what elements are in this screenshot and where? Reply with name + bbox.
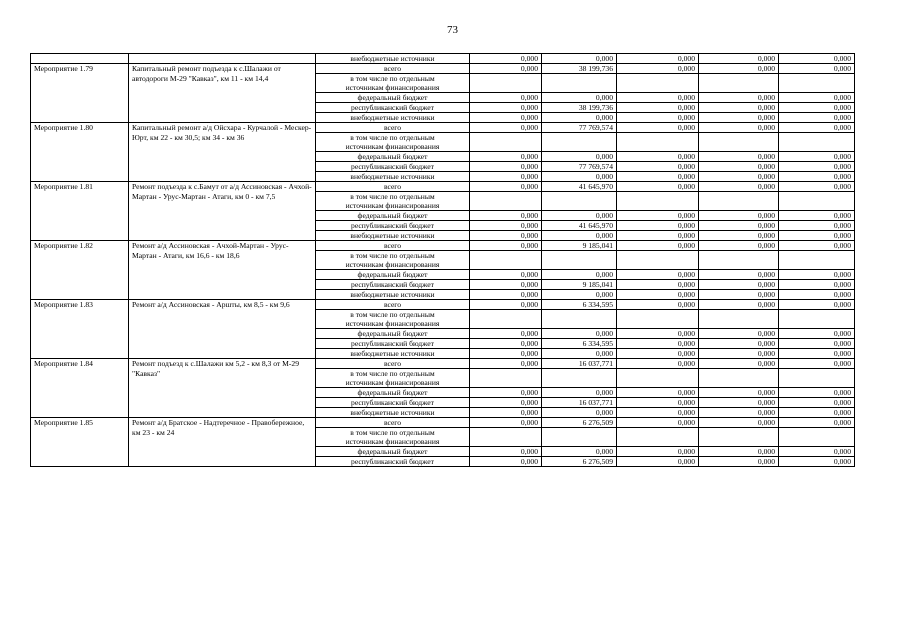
- value-cell: 0,000: [617, 408, 699, 418]
- value-cell: [542, 133, 617, 152]
- value-cell: [779, 74, 855, 93]
- value-cell: 0,000: [470, 290, 542, 300]
- value-cell: [779, 133, 855, 152]
- value-cell: 0,000: [699, 388, 779, 398]
- value-cell: 0,000: [699, 408, 779, 418]
- value-cell: [779, 310, 855, 329]
- source-label-line: источникам финансирования: [345, 83, 440, 92]
- value-cell: [779, 192, 855, 211]
- value-cell: 0,000: [699, 329, 779, 339]
- value-cell: 0,000: [542, 152, 617, 162]
- value-cell: 0,000: [470, 182, 542, 192]
- value-cell: 0,000: [470, 349, 542, 359]
- value-cell: 0,000: [542, 270, 617, 280]
- value-cell: 0,000: [779, 241, 855, 251]
- value-cell: 0,000: [779, 93, 855, 103]
- value-cell: 0,000: [542, 349, 617, 359]
- value-cell: 0,000: [699, 103, 779, 113]
- source-cell: федеральный бюджет: [316, 211, 470, 221]
- value-cell: 0,000: [470, 280, 542, 290]
- table-row: [31, 418, 855, 428]
- value-cell: 0,000: [617, 270, 699, 280]
- value-cell: 0,000: [779, 270, 855, 280]
- value-cell: 0,000: [542, 211, 617, 221]
- name-cell: [31, 54, 129, 64]
- value-cell: 0,000: [617, 152, 699, 162]
- value-cell: 0,000: [470, 211, 542, 221]
- value-cell: 0,000: [779, 54, 855, 64]
- value-cell: [699, 310, 779, 329]
- source-label-line: в том числе по отдельным: [350, 192, 435, 201]
- value-cell: 0,000: [779, 211, 855, 221]
- value-cell: 0,000: [542, 329, 617, 339]
- value-cell: 0,000: [617, 211, 699, 221]
- value-cell: 0,000: [617, 103, 699, 113]
- value-cell: 0,000: [699, 231, 779, 241]
- value-cell: 0,000: [542, 231, 617, 241]
- activity-description: Капитальный ремонт подъезда к с.Шалажи от автодороги М-29 "Кавказ", км 11 - км 14,4: [129, 64, 316, 123]
- source-cell: внебюджетные источники: [316, 172, 470, 182]
- value-cell: 0,000: [779, 418, 855, 428]
- value-cell: 0,000: [779, 349, 855, 359]
- value-cell: [617, 133, 699, 152]
- activity-name: Мероприятие 1.83: [31, 300, 129, 359]
- value-cell: 0,000: [470, 398, 542, 408]
- budget-table: [30, 53, 855, 467]
- table-row: [31, 54, 855, 64]
- value-cell: 0,000: [617, 221, 699, 231]
- value-cell: [542, 428, 617, 447]
- activity-description: Ремонт а/д Братское - Надтеречное - Правобережное, км 23 - км 24: [129, 418, 316, 467]
- source-cell: [316, 310, 470, 329]
- value-cell: [617, 310, 699, 329]
- value-cell: 77 769,574: [542, 162, 617, 172]
- value-cell: 0,000: [779, 172, 855, 182]
- value-cell: 0,000: [617, 123, 699, 133]
- value-cell: 0,000: [470, 221, 542, 231]
- value-cell: [617, 251, 699, 270]
- value-cell: 0,000: [542, 447, 617, 457]
- value-cell: 6 276,509: [542, 418, 617, 428]
- value-cell: [617, 74, 699, 93]
- value-cell: 38 199,736: [542, 103, 617, 113]
- value-cell: 0,000: [470, 152, 542, 162]
- value-cell: 0,000: [699, 182, 779, 192]
- value-cell: 0,000: [617, 388, 699, 398]
- source-cell: республиканский бюджет: [316, 103, 470, 113]
- value-cell: 0,000: [699, 398, 779, 408]
- value-cell: 41 645,970: [542, 182, 617, 192]
- value-cell: 6 334,595: [542, 300, 617, 310]
- value-cell: [617, 428, 699, 447]
- source-cell: республиканский бюджет: [316, 221, 470, 231]
- value-cell: 0,000: [470, 359, 542, 369]
- value-cell: 0,000: [617, 457, 699, 467]
- table-row: [31, 64, 855, 74]
- source-cell: республиканский бюджет: [316, 398, 470, 408]
- value-cell: [470, 428, 542, 447]
- value-cell: [542, 192, 617, 211]
- value-cell: 0,000: [470, 64, 542, 74]
- source-cell: республиканский бюджет: [316, 280, 470, 290]
- value-cell: 0,000: [779, 388, 855, 398]
- source-label-line: в том числе по отдельным: [350, 369, 435, 378]
- source-label-line: источникам финансирования: [345, 260, 440, 269]
- value-cell: 0,000: [470, 54, 542, 64]
- source-cell: федеральный бюджет: [316, 270, 470, 280]
- activity-description: Ремонт а/д Ассиновская - Аршты, км 8,5 - км 9,6: [129, 300, 316, 359]
- value-cell: 0,000: [779, 103, 855, 113]
- value-cell: 0,000: [470, 339, 542, 349]
- value-cell: [470, 251, 542, 270]
- source-cell: [316, 251, 470, 270]
- source-cell: республиканский бюджет: [316, 457, 470, 467]
- source-label-line: в том числе по отдельным: [350, 133, 435, 142]
- value-cell: [470, 133, 542, 152]
- value-cell: 0,000: [470, 162, 542, 172]
- source-cell: всего: [316, 418, 470, 428]
- source-cell: [316, 74, 470, 93]
- value-cell: 0,000: [470, 93, 542, 103]
- value-cell: 0,000: [699, 211, 779, 221]
- value-cell: 0,000: [699, 162, 779, 172]
- table-row: [31, 300, 855, 310]
- value-cell: [779, 251, 855, 270]
- value-cell: 0,000: [470, 388, 542, 398]
- source-cell: всего: [316, 64, 470, 74]
- value-cell: 16 037,771: [542, 398, 617, 408]
- source-cell: [316, 369, 470, 388]
- value-cell: 9 185,041: [542, 280, 617, 290]
- source-cell: федеральный бюджет: [316, 447, 470, 457]
- value-cell: 0,000: [470, 123, 542, 133]
- source-cell: внебюджетные источники: [316, 113, 470, 123]
- value-cell: [470, 369, 542, 388]
- source-cell: [316, 192, 470, 211]
- value-cell: 0,000: [617, 231, 699, 241]
- value-cell: [699, 133, 779, 152]
- source-label-line: в том числе по отдельным: [350, 74, 435, 83]
- activity-name: Мероприятие 1.82: [31, 241, 129, 300]
- table-row: [31, 241, 855, 251]
- value-cell: 0,000: [470, 270, 542, 280]
- value-cell: 0,000: [779, 113, 855, 123]
- value-cell: 0,000: [699, 349, 779, 359]
- value-cell: 41 645,970: [542, 221, 617, 231]
- source-label-line: источникам финансирования: [345, 319, 440, 328]
- value-cell: [779, 369, 855, 388]
- value-cell: 9 185,041: [542, 241, 617, 251]
- value-cell: 0,000: [779, 339, 855, 349]
- value-cell: 0,000: [470, 418, 542, 428]
- activity-name: Мероприятие 1.81: [31, 182, 129, 241]
- value-cell: 0,000: [699, 418, 779, 428]
- value-cell: 0,000: [470, 329, 542, 339]
- value-cell: 0,000: [699, 54, 779, 64]
- source-cell: [316, 428, 470, 447]
- value-cell: 0,000: [699, 280, 779, 290]
- source-label-line: источникам финансирования: [345, 378, 440, 387]
- source-cell: внебюджетные источники: [316, 290, 470, 300]
- value-cell: 0,000: [779, 221, 855, 231]
- value-cell: 0,000: [470, 447, 542, 457]
- value-cell: 0,000: [779, 64, 855, 74]
- source-label-line: источникам финансирования: [345, 142, 440, 151]
- value-cell: 0,000: [470, 241, 542, 251]
- value-cell: [617, 192, 699, 211]
- value-cell: 0,000: [617, 329, 699, 339]
- source-cell: всего: [316, 359, 470, 369]
- activity-name: Мероприятие 1.85: [31, 418, 129, 467]
- value-cell: 0,000: [617, 93, 699, 103]
- value-cell: [699, 192, 779, 211]
- value-cell: 0,000: [542, 54, 617, 64]
- value-cell: [699, 369, 779, 388]
- value-cell: [542, 310, 617, 329]
- value-cell: 0,000: [699, 339, 779, 349]
- value-cell: 0,000: [542, 408, 617, 418]
- source-cell: федеральный бюджет: [316, 93, 470, 103]
- value-cell: [699, 74, 779, 93]
- source-label-line: в том числе по отдельным: [350, 428, 435, 437]
- value-cell: 0,000: [779, 398, 855, 408]
- value-cell: 0,000: [779, 359, 855, 369]
- value-cell: 0,000: [699, 290, 779, 300]
- value-cell: [542, 74, 617, 93]
- value-cell: 0,000: [779, 231, 855, 241]
- value-cell: 0,000: [779, 457, 855, 467]
- value-cell: 0,000: [779, 123, 855, 133]
- value-cell: 0,000: [617, 280, 699, 290]
- source-label-line: источникам финансирования: [345, 437, 440, 446]
- value-cell: [470, 192, 542, 211]
- value-cell: 0,000: [617, 182, 699, 192]
- value-cell: [617, 369, 699, 388]
- source-cell: республиканский бюджет: [316, 339, 470, 349]
- value-cell: 0,000: [779, 280, 855, 290]
- value-cell: [470, 310, 542, 329]
- source-cell: всего: [316, 123, 470, 133]
- source-label-line: в том числе по отдельным: [350, 310, 435, 319]
- activity-name: Мероприятие 1.79: [31, 64, 129, 123]
- source-cell: федеральный бюджет: [316, 152, 470, 162]
- value-cell: 0,000: [617, 398, 699, 408]
- source-cell: всего: [316, 300, 470, 310]
- value-cell: 0,000: [617, 54, 699, 64]
- value-cell: 77 769,574: [542, 123, 617, 133]
- value-cell: 0,000: [699, 447, 779, 457]
- value-cell: 0,000: [699, 123, 779, 133]
- value-cell: 0,000: [779, 408, 855, 418]
- value-cell: 0,000: [542, 172, 617, 182]
- value-cell: 0,000: [617, 300, 699, 310]
- value-cell: 0,000: [617, 447, 699, 457]
- value-cell: 0,000: [779, 162, 855, 172]
- value-cell: 0,000: [470, 457, 542, 467]
- value-cell: 0,000: [617, 64, 699, 74]
- value-cell: 0,000: [542, 290, 617, 300]
- value-cell: 0,000: [617, 113, 699, 123]
- value-cell: 0,000: [699, 300, 779, 310]
- source-cell: федеральный бюджет: [316, 329, 470, 339]
- activity-name: Мероприятие 1.84: [31, 359, 129, 418]
- value-cell: 0,000: [470, 231, 542, 241]
- value-cell: 0,000: [699, 241, 779, 251]
- source-cell: внебюджетные источники: [316, 231, 470, 241]
- table-row: [31, 182, 855, 192]
- value-cell: [542, 251, 617, 270]
- value-cell: 0,000: [699, 270, 779, 280]
- value-cell: 0,000: [470, 300, 542, 310]
- source-label-line: в том числе по отдельным: [350, 251, 435, 260]
- value-cell: 0,000: [779, 152, 855, 162]
- value-cell: 0,000: [542, 388, 617, 398]
- activity-description: Ремонт подъезд к с.Шалажи км 5,2 - км 8,3 от М-29 "Кавказ": [129, 359, 316, 418]
- value-cell: 0,000: [699, 172, 779, 182]
- activity-description: Ремонт а/д Ассиновская - Ачхой-Мартан - Урус-Мартан - Атаги, км 16,6 - км 18,6: [129, 241, 316, 300]
- table-row: [31, 359, 855, 369]
- source-label-line: источникам финансирования: [345, 201, 440, 210]
- value-cell: 0,000: [699, 359, 779, 369]
- value-cell: 0,000: [617, 290, 699, 300]
- source-cell: республиканский бюджет: [316, 162, 470, 172]
- value-cell: [699, 428, 779, 447]
- value-cell: 0,000: [779, 182, 855, 192]
- value-cell: 0,000: [470, 113, 542, 123]
- page-number: 73: [447, 24, 458, 36]
- value-cell: 16 037,771: [542, 359, 617, 369]
- value-cell: [470, 74, 542, 93]
- value-cell: 0,000: [617, 172, 699, 182]
- value-cell: 0,000: [699, 64, 779, 74]
- value-cell: 0,000: [542, 93, 617, 103]
- value-cell: 0,000: [779, 329, 855, 339]
- value-cell: 6 334,595: [542, 339, 617, 349]
- value-cell: [542, 369, 617, 388]
- value-cell: 0,000: [699, 113, 779, 123]
- budget-table-body: [31, 54, 855, 467]
- activity-description: Капитальный ремонт а/д Ойсхара - Курчалой - Мескер-Юрт, км 22 - км 30,5; км 34 - км 36: [129, 123, 316, 182]
- value-cell: [779, 428, 855, 447]
- value-cell: 0,000: [699, 152, 779, 162]
- value-cell: 0,000: [779, 300, 855, 310]
- value-cell: 0,000: [542, 113, 617, 123]
- value-cell: 38 199,736: [542, 64, 617, 74]
- value-cell: 0,000: [617, 418, 699, 428]
- value-cell: 0,000: [617, 349, 699, 359]
- source-cell: всего: [316, 241, 470, 251]
- value-cell: 0,000: [617, 241, 699, 251]
- source-cell: внебюджетные источники: [316, 349, 470, 359]
- source-cell: федеральный бюджет: [316, 388, 470, 398]
- value-cell: 0,000: [470, 103, 542, 113]
- value-cell: 0,000: [470, 408, 542, 418]
- source-cell: внебюджетные источники: [316, 408, 470, 418]
- value-cell: [699, 251, 779, 270]
- value-cell: 0,000: [617, 339, 699, 349]
- value-cell: 0,000: [779, 447, 855, 457]
- value-cell: 6 276,509: [542, 457, 617, 467]
- description-cell: [129, 54, 316, 64]
- value-cell: 0,000: [617, 359, 699, 369]
- value-cell: 0,000: [699, 457, 779, 467]
- activity-name: Мероприятие 1.80: [31, 123, 129, 182]
- value-cell: 0,000: [617, 162, 699, 172]
- value-cell: 0,000: [779, 290, 855, 300]
- value-cell: 0,000: [699, 221, 779, 231]
- table-row: [31, 123, 855, 133]
- source-cell: [316, 133, 470, 152]
- source-cell: всего: [316, 182, 470, 192]
- source-cell: внебюджетные источники: [316, 54, 470, 64]
- activity-description: Ремонт подъезда к с.Бамут от а/д Ассиновская - Ачхой-Мартан - Урус-Мартан - Атаги, км 0 - км 7,5: [129, 182, 316, 241]
- value-cell: 0,000: [470, 172, 542, 182]
- value-cell: 0,000: [699, 93, 779, 103]
